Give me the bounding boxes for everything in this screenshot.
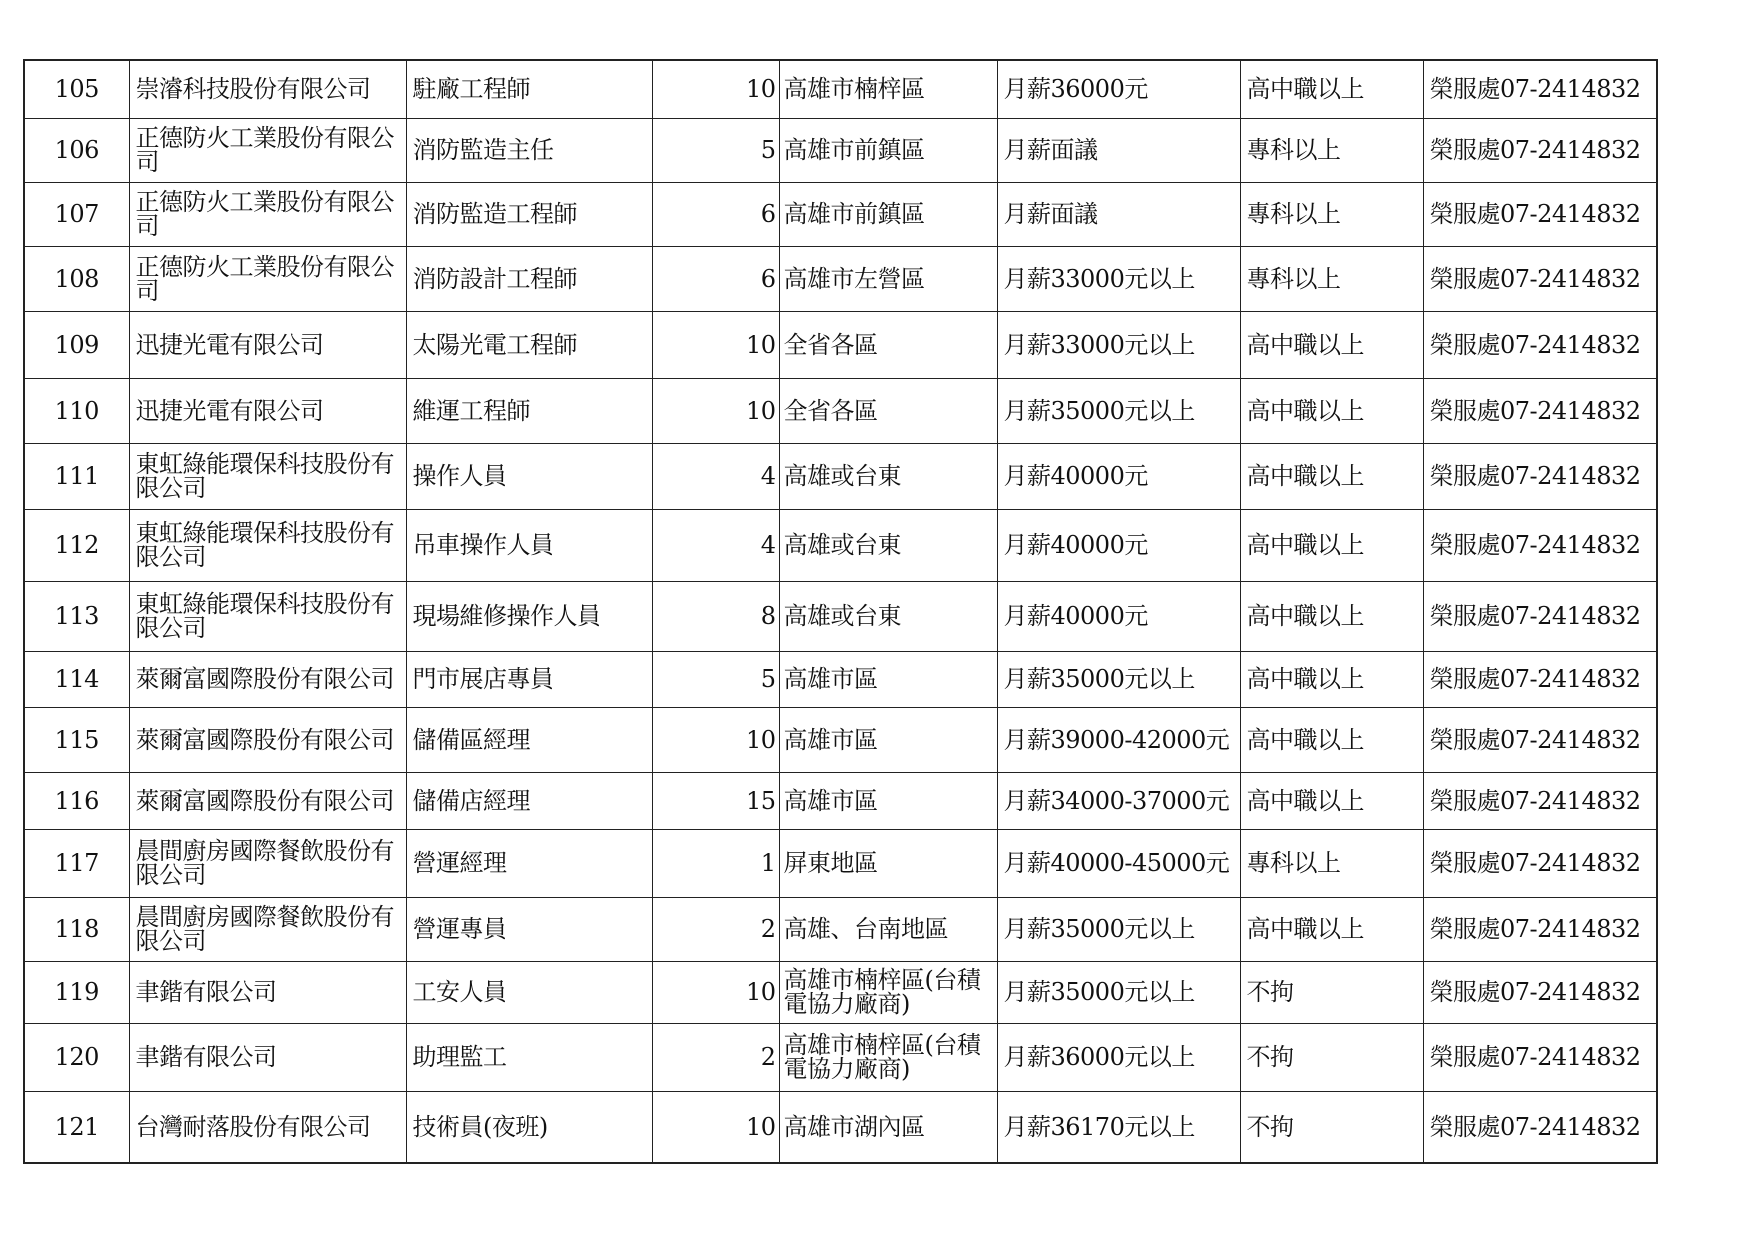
cell-count: 5 xyxy=(652,118,779,182)
cell-location: 高雄市區 xyxy=(779,772,997,829)
cell-company: 東虹綠能環保科技股份有限公司 xyxy=(129,443,406,509)
cell-number: 120 xyxy=(24,1023,129,1091)
cell-location: 屏東地區 xyxy=(779,829,997,897)
cell-location: 高雄市前鎮區 xyxy=(779,182,997,246)
cell-count: 1 xyxy=(652,829,779,897)
cell-contact: 榮服處07-2414832 xyxy=(1423,443,1657,509)
cell-education: 高中職以上 xyxy=(1240,378,1423,443)
cell-salary: 月薪面議 xyxy=(997,118,1240,182)
cell-education: 高中職以上 xyxy=(1240,60,1423,118)
cell-salary: 月薪34000-37000元 xyxy=(997,772,1240,829)
cell-contact: 榮服處07-2414832 xyxy=(1423,182,1657,246)
cell-location: 高雄市楠梓區(台積電協力廠商) xyxy=(779,961,997,1023)
job-table-body xyxy=(24,60,1657,1163)
cell-position: 營運經理 xyxy=(406,829,652,897)
table-row xyxy=(24,182,1657,246)
cell-company: 聿鍇有限公司 xyxy=(129,961,406,1023)
cell-count: 10 xyxy=(652,311,779,378)
cell-count: 10 xyxy=(652,707,779,772)
cell-position: 吊車操作人員 xyxy=(406,509,652,581)
table-row xyxy=(24,772,1657,829)
cell-count: 2 xyxy=(652,1023,779,1091)
cell-number: 121 xyxy=(24,1091,129,1163)
cell-company: 崇濬科技股份有限公司 xyxy=(129,60,406,118)
cell-location: 高雄市前鎮區 xyxy=(779,118,997,182)
cell-position: 消防監造工程師 xyxy=(406,182,652,246)
cell-salary: 月薪40000元 xyxy=(997,509,1240,581)
cell-company: 晨間廚房國際餐飲股份有限公司 xyxy=(129,897,406,961)
cell-position: 營運專員 xyxy=(406,897,652,961)
cell-company: 迅捷光電有限公司 xyxy=(129,378,406,443)
cell-number: 118 xyxy=(24,897,129,961)
cell-number: 115 xyxy=(24,707,129,772)
cell-contact: 榮服處07-2414832 xyxy=(1423,581,1657,651)
cell-company: 迅捷光電有限公司 xyxy=(129,311,406,378)
cell-company: 晨間廚房國際餐飲股份有限公司 xyxy=(129,829,406,897)
cell-contact: 榮服處07-2414832 xyxy=(1423,961,1657,1023)
cell-education: 高中職以上 xyxy=(1240,651,1423,707)
cell-company: 萊爾富國際股份有限公司 xyxy=(129,772,406,829)
cell-salary: 月薪36170元以上 xyxy=(997,1091,1240,1163)
cell-contact: 榮服處07-2414832 xyxy=(1423,118,1657,182)
cell-count: 4 xyxy=(652,509,779,581)
table-row xyxy=(24,651,1657,707)
table-row xyxy=(24,60,1657,118)
cell-contact: 榮服處07-2414832 xyxy=(1423,311,1657,378)
cell-number: 113 xyxy=(24,581,129,651)
cell-location: 高雄市湖內區 xyxy=(779,1091,997,1163)
cell-location: 高雄市楠梓區 xyxy=(779,60,997,118)
cell-salary: 月薪33000元以上 xyxy=(997,246,1240,311)
cell-contact: 榮服處07-2414832 xyxy=(1423,60,1657,118)
cell-count: 10 xyxy=(652,1091,779,1163)
cell-location: 高雄市區 xyxy=(779,707,997,772)
cell-education: 高中職以上 xyxy=(1240,509,1423,581)
cell-salary: 月薪40000元 xyxy=(997,581,1240,651)
cell-company: 正德防火工業股份有限公司 xyxy=(129,118,406,182)
cell-contact: 榮服處07-2414832 xyxy=(1423,707,1657,772)
table-row xyxy=(24,707,1657,772)
cell-salary: 月薪35000元以上 xyxy=(997,961,1240,1023)
cell-salary: 月薪40000-45000元 xyxy=(997,829,1240,897)
cell-count: 4 xyxy=(652,443,779,509)
cell-contact: 榮服處07-2414832 xyxy=(1423,378,1657,443)
table-row xyxy=(24,378,1657,443)
cell-number: 114 xyxy=(24,651,129,707)
cell-company: 萊爾富國際股份有限公司 xyxy=(129,651,406,707)
cell-number: 116 xyxy=(24,772,129,829)
cell-position: 門市展店專員 xyxy=(406,651,652,707)
cell-position: 現場維修操作人員 xyxy=(406,581,652,651)
cell-count: 15 xyxy=(652,772,779,829)
cell-count: 10 xyxy=(652,60,779,118)
cell-salary: 月薪35000元以上 xyxy=(997,378,1240,443)
cell-location: 高雄或台東 xyxy=(779,581,997,651)
job-listing-table xyxy=(23,59,1658,1164)
table-row xyxy=(24,118,1657,182)
cell-salary: 月薪36000元以上 xyxy=(997,1023,1240,1091)
table-row xyxy=(24,1023,1657,1091)
table-row xyxy=(24,1091,1657,1163)
cell-education: 不拘 xyxy=(1240,1091,1423,1163)
cell-education: 高中職以上 xyxy=(1240,311,1423,378)
table-row xyxy=(24,509,1657,581)
cell-location: 高雄市左營區 xyxy=(779,246,997,311)
cell-company: 正德防火工業股份有限公司 xyxy=(129,246,406,311)
cell-count: 6 xyxy=(652,182,779,246)
cell-contact: 榮服處07-2414832 xyxy=(1423,651,1657,707)
cell-location: 高雄或台東 xyxy=(779,509,997,581)
cell-number: 107 xyxy=(24,182,129,246)
cell-position: 消防監造主任 xyxy=(406,118,652,182)
table-row xyxy=(24,829,1657,897)
cell-location: 高雄市區 xyxy=(779,651,997,707)
cell-company: 東虹綠能環保科技股份有限公司 xyxy=(129,509,406,581)
cell-position: 儲備區經理 xyxy=(406,707,652,772)
cell-contact: 榮服處07-2414832 xyxy=(1423,246,1657,311)
cell-position: 駐廠工程師 xyxy=(406,60,652,118)
cell-number: 108 xyxy=(24,246,129,311)
cell-count: 5 xyxy=(652,651,779,707)
table-row xyxy=(24,897,1657,961)
cell-company: 正德防火工業股份有限公司 xyxy=(129,182,406,246)
table-row xyxy=(24,246,1657,311)
cell-position: 操作人員 xyxy=(406,443,652,509)
cell-education: 專科以上 xyxy=(1240,118,1423,182)
cell-contact: 榮服處07-2414832 xyxy=(1423,829,1657,897)
cell-location: 全省各區 xyxy=(779,378,997,443)
cell-education: 高中職以上 xyxy=(1240,897,1423,961)
cell-count: 8 xyxy=(652,581,779,651)
cell-position: 維運工程師 xyxy=(406,378,652,443)
cell-education: 不拘 xyxy=(1240,961,1423,1023)
cell-count: 6 xyxy=(652,246,779,311)
cell-position: 儲備店經理 xyxy=(406,772,652,829)
cell-number: 111 xyxy=(24,443,129,509)
cell-education: 專科以上 xyxy=(1240,182,1423,246)
cell-salary: 月薪39000-42000元 xyxy=(997,707,1240,772)
cell-salary: 月薪40000元 xyxy=(997,443,1240,509)
cell-location: 高雄、台南地區 xyxy=(779,897,997,961)
cell-location: 高雄市楠梓區(台積電協力廠商) xyxy=(779,1023,997,1091)
cell-position: 助理監工 xyxy=(406,1023,652,1091)
cell-number: 117 xyxy=(24,829,129,897)
cell-contact: 榮服處07-2414832 xyxy=(1423,897,1657,961)
cell-education: 高中職以上 xyxy=(1240,443,1423,509)
cell-location: 高雄或台東 xyxy=(779,443,997,509)
cell-salary: 月薪36000元 xyxy=(997,60,1240,118)
cell-number: 109 xyxy=(24,311,129,378)
cell-count: 10 xyxy=(652,961,779,1023)
table-row xyxy=(24,581,1657,651)
cell-contact: 榮服處07-2414832 xyxy=(1423,772,1657,829)
table-row xyxy=(24,443,1657,509)
cell-number: 110 xyxy=(24,378,129,443)
cell-education: 高中職以上 xyxy=(1240,707,1423,772)
cell-position: 技術員(夜班) xyxy=(406,1091,652,1163)
cell-contact: 榮服處07-2414832 xyxy=(1423,509,1657,581)
cell-number: 119 xyxy=(24,961,129,1023)
cell-number: 112 xyxy=(24,509,129,581)
cell-count: 10 xyxy=(652,378,779,443)
cell-position: 消防設計工程師 xyxy=(406,246,652,311)
cell-education: 高中職以上 xyxy=(1240,772,1423,829)
cell-company: 萊爾富國際股份有限公司 xyxy=(129,707,406,772)
cell-count: 2 xyxy=(652,897,779,961)
cell-number: 105 xyxy=(24,60,129,118)
cell-salary: 月薪35000元以上 xyxy=(997,651,1240,707)
cell-salary: 月薪35000元以上 xyxy=(997,897,1240,961)
cell-salary: 月薪面議 xyxy=(997,182,1240,246)
cell-location: 全省各區 xyxy=(779,311,997,378)
table-row xyxy=(24,961,1657,1023)
cell-company: 台灣耐落股份有限公司 xyxy=(129,1091,406,1163)
cell-education: 專科以上 xyxy=(1240,246,1423,311)
cell-education: 不拘 xyxy=(1240,1023,1423,1091)
cell-salary: 月薪33000元以上 xyxy=(997,311,1240,378)
cell-position: 太陽光電工程師 xyxy=(406,311,652,378)
table-row xyxy=(24,311,1657,378)
cell-company: 聿鍇有限公司 xyxy=(129,1023,406,1091)
cell-contact: 榮服處07-2414832 xyxy=(1423,1023,1657,1091)
cell-company: 東虹綠能環保科技股份有限公司 xyxy=(129,581,406,651)
cell-education: 高中職以上 xyxy=(1240,581,1423,651)
cell-contact: 榮服處07-2414832 xyxy=(1423,1091,1657,1163)
cell-number: 106 xyxy=(24,118,129,182)
cell-education: 專科以上 xyxy=(1240,829,1423,897)
cell-position: 工安人員 xyxy=(406,961,652,1023)
